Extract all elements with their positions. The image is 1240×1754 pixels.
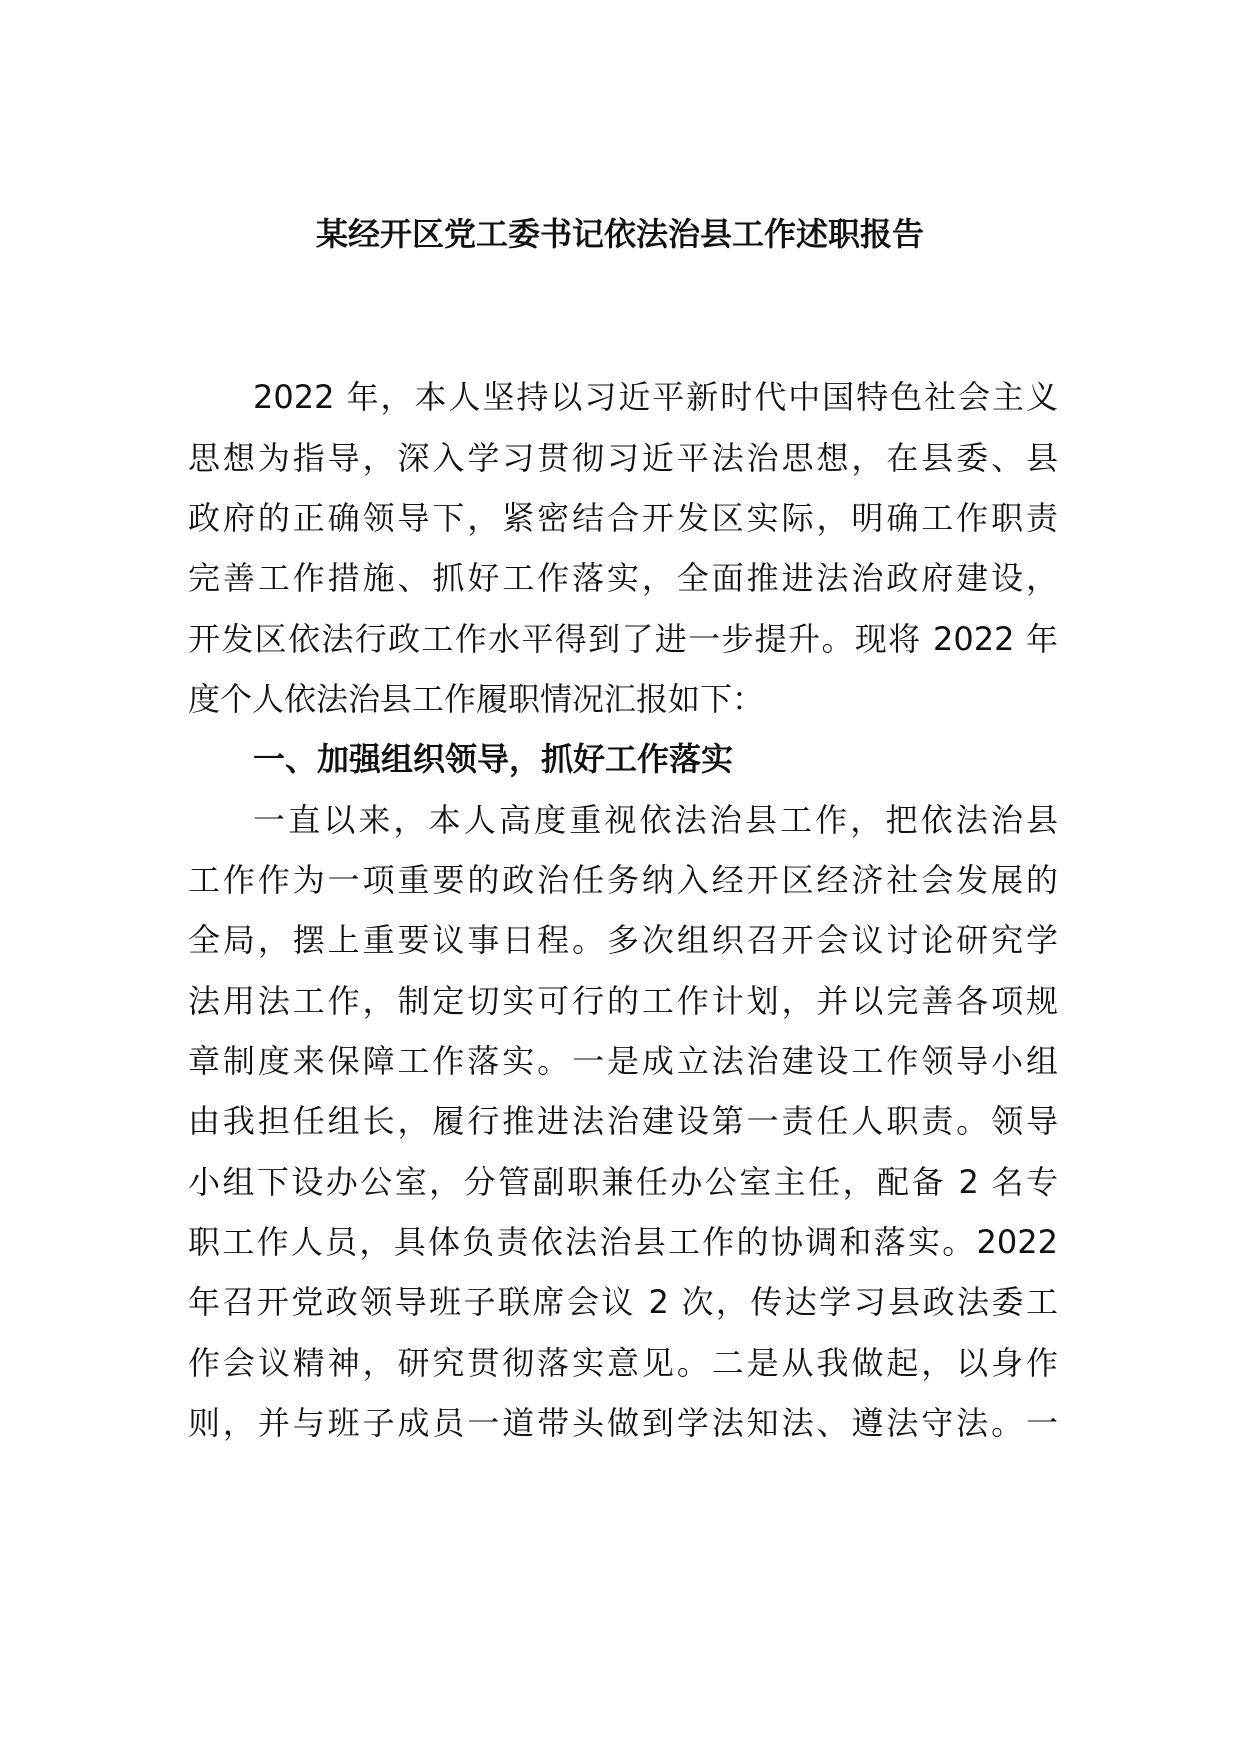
paragraph-line: 全局，摆上重要议事日程。多次组织召开会议讨论研究学 — [188, 921, 1058, 959]
paragraph-line: 政府的正确领导下，紧密结合开发区实际，明确工作职责 — [188, 499, 1058, 537]
paragraph-line: 小组下设办公室，分管副职兼任办公室主任，配备 2 名专 — [188, 1163, 1058, 1201]
paragraph-line: 作会议精神，研究贯彻落实意见。二是从我做起，以身作 — [188, 1344, 1058, 1382]
document-title: 某经开区党工委书记依法治县工作述职报告 — [315, 215, 924, 253]
paragraph-line: 一直以来，本人高度重视依法治县工作，把依法治县 — [253, 801, 1058, 839]
paragraph-line: 年召开党政领导班子联席会议 2 次，传达学习县政法委工 — [188, 1283, 1058, 1321]
paragraph-line: 则，并与班子成员一道带头做到学法知法、遵法守法。一 — [188, 1404, 1058, 1442]
paragraph-line: 工作作为一项重要的政治任务纳入经开区经济社会发展的 — [188, 861, 1058, 899]
paragraph-line: 法用法工作，制定切实可行的工作计划，并以完善各项规 — [188, 982, 1058, 1020]
paragraph-line: 章制度来保障工作落实。一是成立法治建设工作领导小组 — [188, 1042, 1058, 1080]
section-heading: 一、加强组织领导，抓好工作落实 — [253, 740, 734, 778]
paragraph-line: 职工作人员，具体负责依法治县工作的协调和落实。2022 — [188, 1223, 1058, 1261]
paragraph-line: 2022 年，本人坚持以习近平新时代中国特色社会主义 — [253, 378, 1058, 416]
paragraph-line: 度个人依法治县工作履职情况汇报如下： — [188, 680, 765, 718]
paragraph-line: 思想为指导，深入学习贯彻习近平法治思想，在县委、县 — [188, 439, 1058, 477]
paragraph-line: 由我担任组长，履行推进法治建设第一责任人职责。领导 — [188, 1102, 1058, 1140]
paragraph-line: 开发区依法行政工作水平得到了进一步提升。现将 2022 年 — [188, 620, 1058, 658]
paragraph-line: 完善工作措施、抓好工作落实，全面推进法治政府建设， — [188, 559, 1058, 597]
